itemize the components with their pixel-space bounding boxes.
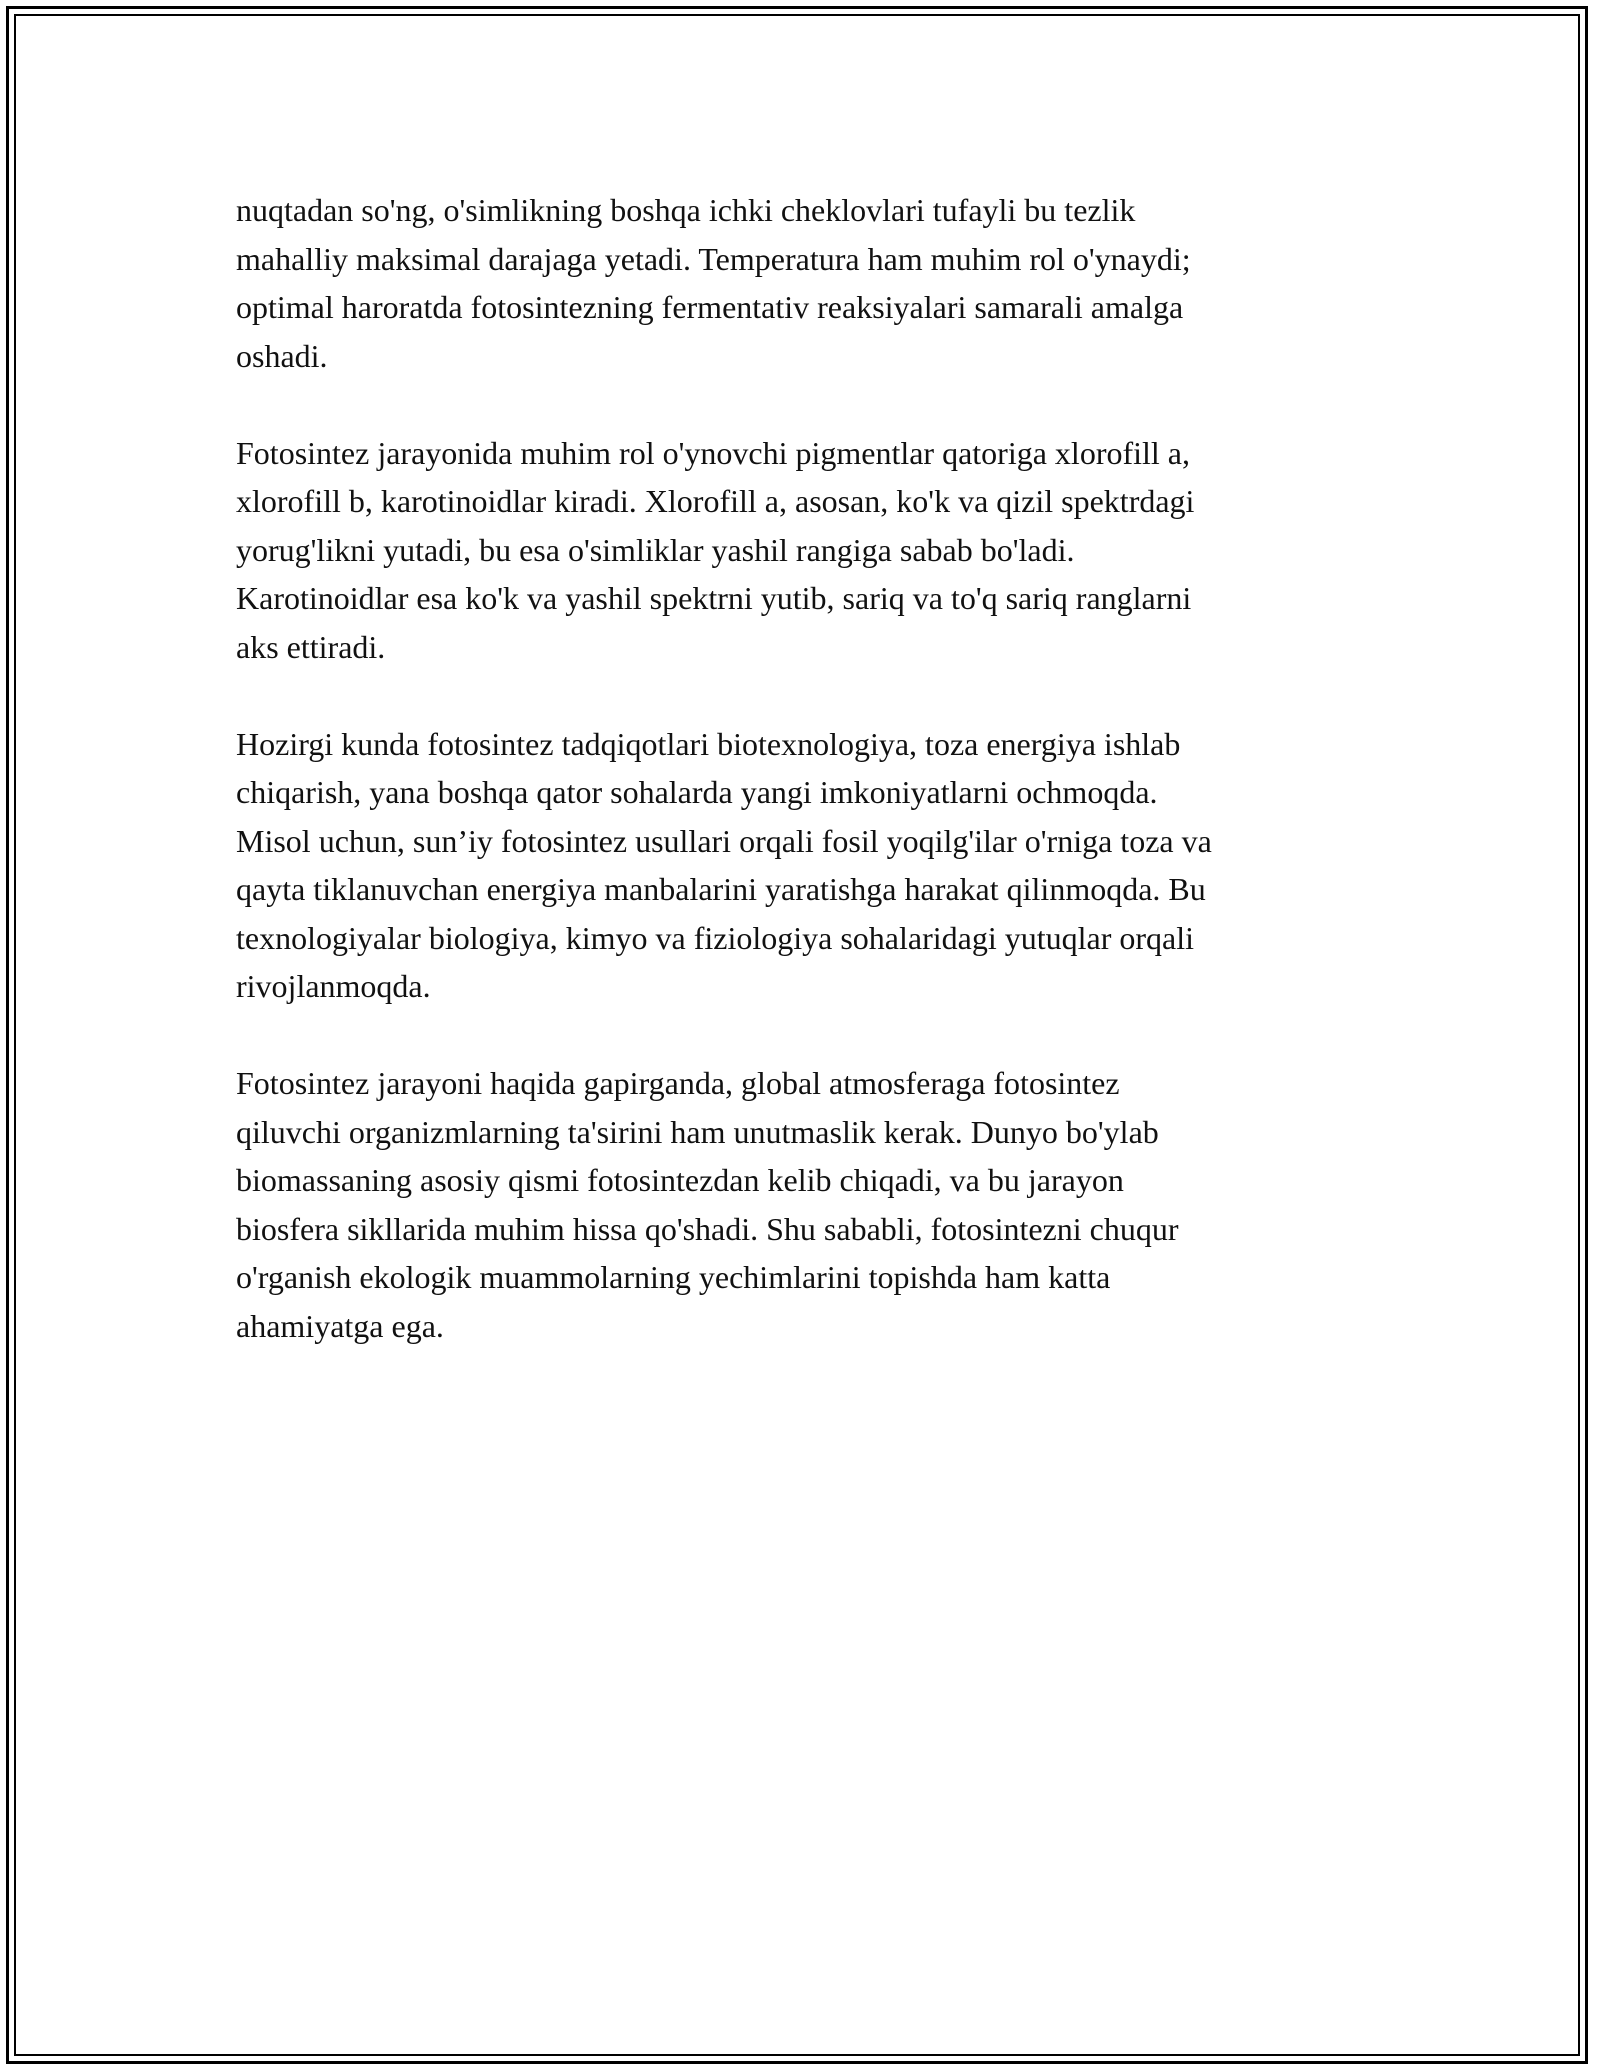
paragraph-2: Fotosintez jarayonida muhim rol o'ynovchi pigmentlar qatoriga xlorofill a, xlorofill b, karotinoidlar kiradi. Xlorofill a, asosan, ko'k va qizil spektrdagi yorug'likni yutadi, bu esa o'simliklar yashil rangiga sabab bo'ladi. Karotinoidlar esa ko'k va yashil spektrni yutib, sariq va to'q sariq ranglarni aks ettiradi. xyxy=(236,434,1195,665)
paragraph-1: nuqtadan so'ng, o'simlikning boshqa ichki cheklovlari tufayli bu tezlik mahalliy maksimal darajaga yetadi. Temperatura ham muhim rol o'ynaydi; optimal haroratda fotosintezning fermentativ reaksiyalari samarali amalga oshadi. xyxy=(236,192,1191,374)
paragraph-4: Fotosintez jarayoni haqida gapirganda, global atmosferaga fotosintez qiluvchi organizmlarning ta'sirini ham unutmaslik kerak. Dunyo bo'ylab biomassaning asosiy qismi fotosintezdan kelib chiqadi, va bu jarayon biosfera sikllarida muhim hissa qo'shadi. Shu sababli, fotosintezni chuqur o'rganish ekologik muammolarning yechimlarini topishda ham katta ahamiyatga ega. xyxy=(236,1065,1179,1344)
document-body xyxy=(236,186,1366,1399)
paragraph-3: Hozirgi kunda fotosintez tadqiqotlari biotexnologiya, toza energiya ishlab chiqarish, yana boshqa qator sohalarda yangi imkoniyatlarni ochmoqda. Misol uchun, sun’iy fotosintez usullari orqali fosil yoqilg'ilar o'rniga toza va qayta tiklanuvchan energiya manbalarini yaratishga harakat qilinmoqda. Bu texnologiyalar biologiya, kimyo va fiziologiya sohalaridagi yutuqlar orqali rivojlanmoqda. xyxy=(236,725,1212,1004)
